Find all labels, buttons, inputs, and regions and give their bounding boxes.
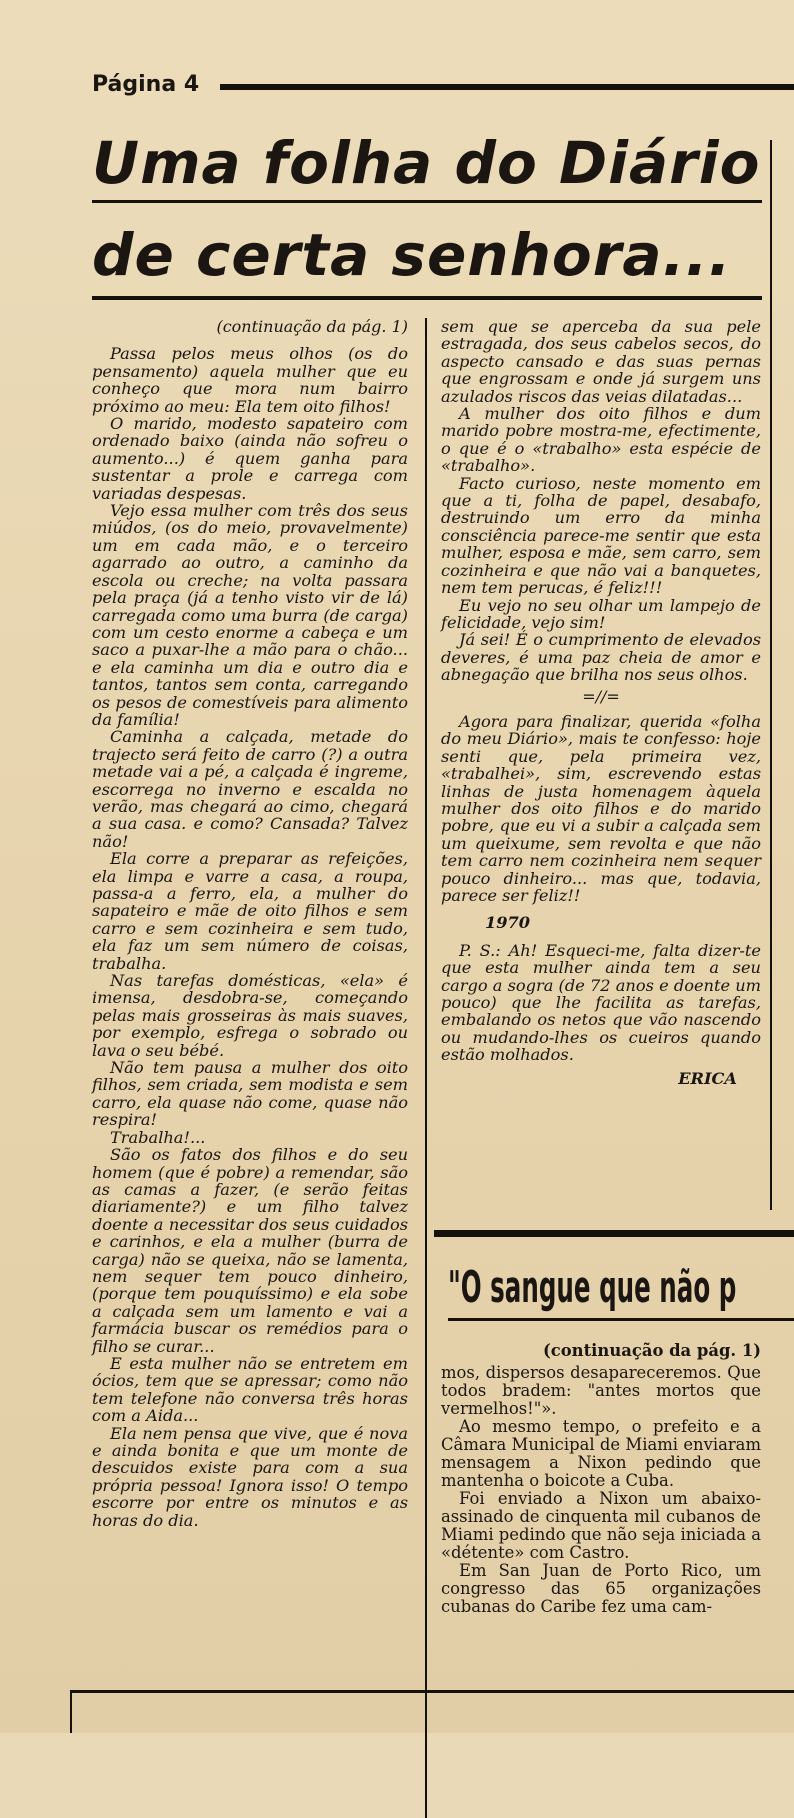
article-year: 1970 xyxy=(485,913,531,933)
paragraph: Facto curioso, neste momento em que a ti, folha de papel, desabafo, destruindo um erro da minha consciência parece-me sentir que esta mulher, esposa e mãe, sem carro, sem cozinheira e que não vai a banquetes, nem tem perucas, é feliz!!! xyxy=(441,473,761,598)
paragraph: Vejo essa mulher com três dos seus miúdos, (os do meio, provavelmente) um em cada mão, e o terceiro agarrado ao outro, a caminho da escola ou creche; na volta passara pela praça (já a tenho visto vir de lá) carregada como uma burra (de carga) com um cesto enorme a cabeça e um saco a puxar-lhe a mão para o chão... e ela caminha um dia e outro dia e tantos, tantos sem conta, carregando os pesos de comestíveis para alimento da família! xyxy=(92,501,408,729)
page-header xyxy=(92,72,794,98)
bottom-rule xyxy=(70,1690,794,1693)
author-signature: ERICA xyxy=(678,1068,737,1088)
section-separator: =//= xyxy=(582,686,620,706)
paragraph: Já sei! É o cumprimento de elevados deveres, é uma paz cheia de amor e abnegação que brilha nos seus olhos. xyxy=(441,630,761,685)
paragraph: Foi enviado a Nixon um abaixo-assinado de cinquenta mil cubanos de Miami pedindo que não seja iniciada a «détente» com Castro. xyxy=(441,1489,761,1562)
article2-title: "O sangue que não p xyxy=(448,1262,737,1313)
paragraph: A mulher dos oito filhos e dum marido pobre mostra-me, efectimente, o que é o «trabalho» esta espécie de «trabalho». xyxy=(441,404,761,476)
paragraph: Ela nem pensa que vive, que é nova e ainda bonita e que um monte de descuidos existe para com a sua própria pessoa! Ignora isso! O tempo escorre por entre os minutos e as horas do dia. xyxy=(92,1423,408,1530)
paragraph: O marido, modesto sapateiro com ordenado baixo (ainda não sofreu o aumento...) é quem ganha para sustentar a prole e carrega com variadas despesas. xyxy=(92,414,408,503)
article-title-line-1: Uma folha do Diário xyxy=(92,129,761,197)
article-column-right xyxy=(441,318,761,1087)
page-number: Página 4 xyxy=(92,72,200,97)
article-title-line-2: de certa senhora... xyxy=(92,221,732,289)
paragraph: São os fatos dos filhos e do seu homem (que é pobre) a remendar, são as camas a fazer, (e serão feitas diariamente?) e um filho talvez doente a necessitar dos seus cuidados e carinhos, e ela a mulher (burra de carga) não se queixa, não se lamenta, nem sequer tem pouco dinheiro, (porque tem pouquíssimo) e ela sobe a calçada sem um lamento e vai a farmácia buscar os remédios para o filho se curar... xyxy=(92,1145,408,1356)
paragraph: Nas tarefas domésticas, «ela» é imensa, desdobra-se, começando pelas mais grosseiras às mais suaves, por exemplo, esfrega o sobrado ou lava o seu bébé. xyxy=(92,971,408,1060)
title-underline xyxy=(92,296,762,300)
article2-column xyxy=(441,1342,761,1616)
paragraph: Ao mesmo tempo, o prefeito e a Câmara Municipal de Miami enviaram mensagem a Nixon pedindo que mantenha o boicote a Cuba. xyxy=(441,1417,761,1490)
section-top-rule xyxy=(434,1230,794,1237)
paragraph: Ela corre a preparar as refeições, ela limpa e varre a casa, a roupa, passa-a a ferro, ela, a mulher do sapateiro e mãe de oito filhos e sem carro e sem cozinheira e sem tudo, ela faz um sem número de coisas, trabalha. xyxy=(92,849,408,973)
paragraph: Caminha a calçada, metade do trajecto será feito de carro (?) a outra metade vai a pé, a calçada é ingreme, escorrega no inverno e escalda no verão, mas chegará ao cimo, chegará a sua casa. e como? Cansada? Talvez não! xyxy=(92,727,408,851)
paragraph: Eu vejo no seu olhar um lampejo de felicidade, vejo sim! xyxy=(441,595,761,632)
article2-title-rule xyxy=(448,1318,794,1321)
postscript: P. S.: Ah! Esqueci-me, falta dizer-te que esta mulher ainda tem a seu cargo a sogra (de 72 anos e doente um pouco) que lhe facilita as tarefas, embalando os netos que vão nascendo ou mudando-lhes os cueiros quando estão molhados. xyxy=(441,940,761,1065)
paragraph: mos, dispersos desapareceremos. Que todos bradem: "antes mortos que vermelhos!"». xyxy=(441,1363,761,1418)
paragraph: Não tem pausa a mulher dos oito filhos, sem criada, sem modista e sem carro, ela quase não come, quase não respira! xyxy=(92,1058,408,1130)
paragraph: Trabalha!... xyxy=(110,1127,206,1147)
title-divider xyxy=(92,200,762,203)
continuation-note: (continuação da pág. 1) xyxy=(543,1341,761,1360)
right-border xyxy=(770,140,772,1210)
paragraph: E esta mulher não se entretem em ócios, tem que se apressar; como não tem telefone não conversa três horas com a Aida... xyxy=(92,1353,408,1426)
article-column-left xyxy=(92,318,408,1529)
paragraph: Em San Juan de Porto Rico, um congresso das 65 organizações cubanas do Caribe fez uma cam- xyxy=(441,1561,761,1616)
header-rule xyxy=(220,84,794,90)
paragraph: Agora para finalizar, querida «folha do meu Diário», mais te confesso: hoje senti que, pela primeira vez, «trabalhei», sim, escrevendo estas linhas de justa homenagem àquela mulher dos oito filhos e do marido pobre, que eu vi a subir a calçada sem um queixume, sem revolta e que não tem carro nem cozinheira nem sequer pouco dinheiro... mas que, todavia, parece ser feliz!! xyxy=(441,711,761,905)
column-divider xyxy=(425,318,427,1818)
paragraph: Passa pelos meus olhos (os do pensamento) aquela mulher que eu conheço que mora num bairro próximo ao meu: Ela tem oito filhos! xyxy=(92,344,408,416)
continuation-note: (continuação da pág. 1) xyxy=(216,317,408,336)
paragraph: sem que se aperceba da sua pele estragada, dos seus cabelos secos, do aspecto cansado e das suas pernas que engrossam e onde já surgem uns azulados riscos das veias dilatadas... xyxy=(441,317,761,406)
bottom-left-rule xyxy=(70,1690,72,1733)
